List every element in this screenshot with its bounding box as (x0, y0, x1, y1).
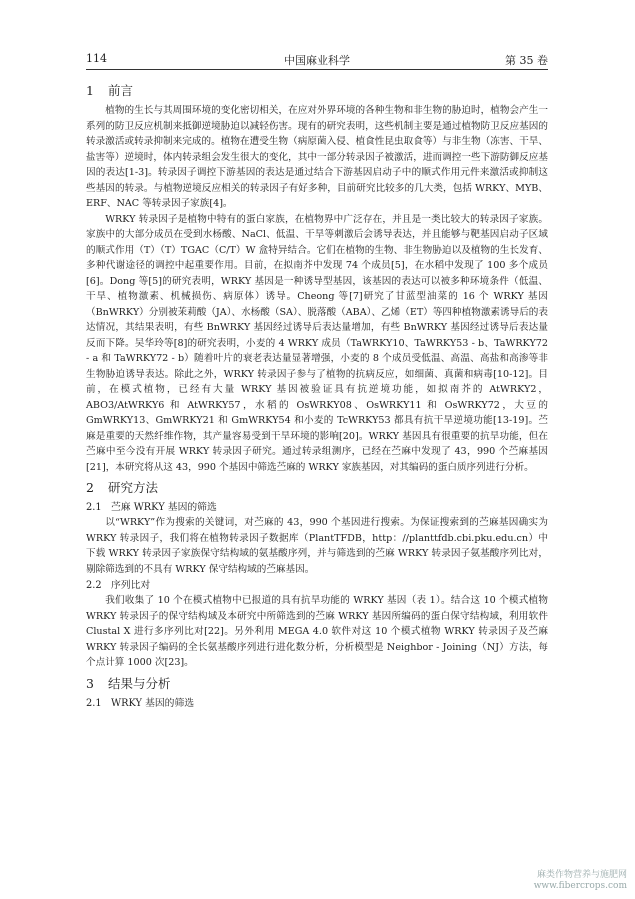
subsection-number: 2.1 (86, 502, 102, 513)
section-title: 结果与分析 (108, 675, 171, 691)
paragraph: 以“WRKY”作为搜索的关键词，对苎麻的 43，990 个基因进行搜索。为保证搜索到的苎麻基因确实为 WRKY 转录因子，我们将在植物转录因子数据库（PlantTFDB，http：//planttfdb.cbi.pku.edu.cn）中下载 WRKY 转录因子家族保守结构域的氨基酸序列，并与筛选到的苎麻 WRKY 转录因子氨基酸序列比对，剔除筛选到的不具有 WRKY 保守结构域的苎麻基因。 (86, 517, 548, 575)
paragraph: WRKY 转录因子是植物中特有的蛋白家族，在植物界中广泛存在，并且是一类比较大的转录因子家族。家族中的大部分成员在受到水杨酸、NaCl、低温、干旱等刺激后会诱导表达，并且能够与靶基因启动子区域的顺式作用（T）（T）TGAC（C/T）W 盒特异结合。它们在植物的生物、非生物胁迫以及植物的生长发育、多种代谢途径的调控中起重要作用。目前，在拟南芥中发现 74 个成员[5]，在水稻中发现了 100 多个成员[6]。Dong 等[5]的研究表明，WRKY 基因是一种诱导型基因，该基因的表达可以被多种环境条件（低温、干旱、植物激素、机械损伤、病原体）诱导。Cheong 等[7]研究了甘蓝型油菜的 16 个 WRKY 基因（BnWRKY）分别被茉莉酸（JA）、水杨酸（SA）、脱落酸（ABA）、乙烯（ET）等四种植物激素诱导后的表达情况，其结果表明，有些 BnWRKY 基因经过诱导后表达量增加，有些 BnWRKY 基因经过诱导后表达量反而下降。吴华玲等[8]的研究表明，小麦的 4 WRKY 成员（TaWRKY10、TaWRKY53 - b、TaWRKY72 - a 和 TaWRKY72 - b）随着叶片的衰老表达量显著增强，小麦的 8 个成员受低温、高温、高盐和高渗等非生物胁迫诱导表达。除此之外，WRKY 转录因子参与了植物的抗病反应，如细菌、真菌和病毒[10-12]。目前，在模式植物，已经有大量 WRKY 基因被验证具有抗逆境功能，如拟南芥的 AtWRKY2，ABO3/AtWRKY6 和 AtWRKY57，水稻的 OsWRKY08、OsWRKY11 和 OsWRKY72，大豆的 GmWRKY13、GmWRKY21 和 GmWRKY54 和小麦的 TcWRKY53 都具有抗干旱逆境功能[13-19]。苎麻是重要的天然纤维作物，其产量容易受到干旱环境的影响[20]。WRKY 基因具有很重要的抗旱功能，但在苎麻中至今没有开展 WRKY 转录因子研究。通过转录组测序，已经在苎麻中发现了 43，990 个苎麻基因[21]，本研究将从这 43，990 个基因中筛选苎麻的 WRKY 家族基因，对其编码的蛋白质序列进行分析。 (86, 213, 548, 473)
subsection-number: 2.1 (86, 697, 102, 709)
page-number: 114 (86, 52, 107, 65)
subsection-title: WRKY 基因的筛选 (111, 697, 195, 709)
subsection-title: 序列比对 (111, 580, 151, 591)
section-heading-results (86, 675, 548, 693)
subsection-heading (86, 578, 548, 593)
subsection-title: 苎麻 WRKY 基因的筛选 (111, 502, 217, 513)
section-number: 1 (86, 83, 94, 98)
article-body (86, 82, 548, 711)
subsection-heading (86, 500, 548, 515)
section-title: 前言 (108, 83, 134, 98)
section-title: 研究方法 (108, 480, 159, 495)
header-rule (86, 69, 548, 70)
section-heading-methods (86, 479, 548, 497)
paragraph: 我们收集了 10 个在模式植物中已报道的具有抗旱功能的 WRKY 基因（表 1）。结合这 10 个模式植物 WRKY 转录因子的保守结构域及本研究中所筛选到的苎麻 WRKY 基因所编码的蛋白保守结构域，利用软件 Clustal X 进行多序列比对[22]。另外利用 MEGA 4.0 软件对这 10 个模式植物 WRKY 转录因子及苎麻 WRKY 转录因子编码的全长氨基酸序列进行进化数分析，分析模型是 Neighbor - Joining（NJ）方法，每个点计算 1000 次[23]。 (86, 595, 548, 668)
volume-label: 第 35 卷 (505, 54, 548, 67)
paragraph: 植物的生长与其周围环境的变化密切相关，在应对外界环境的各种生物和非生物的胁迫时，植物会产生一系列的防卫反应机制来抵御逆境胁迫以减轻伤害。现有的研究表明，这些机制主要是通过植物防卫反应基因的转录激活或转录抑制来完成的。植物在遭受生物（病原菌入侵、植食性昆虫取食等）与非生物（冻害、干旱、盐害等）逆境时，体内转录组会发生很大的变化，其中一部分转录因子被激活，进而调控一些下游防御反应基因的表达[1-3]。转录因子调控下游基因的表达是通过结合下游基因启动子中的顺式作用元件来激活或抑制这些基因的转录。与植物逆境反应相关的转录因子有好多种，目前研究比较多的几大类，包括 WRKY、MYB、ERF、NAC 等转录因子家族[4]。 (86, 105, 548, 209)
page-header (86, 52, 548, 66)
subsection-heading (86, 696, 548, 711)
section-heading-introduction (86, 82, 548, 100)
journal-title: 中国麻业科学 (284, 54, 350, 67)
watermark (534, 870, 627, 892)
section-number: 2 (86, 480, 94, 495)
watermark-url: www.fibercrops.com (533, 881, 627, 891)
watermark-name: 麻类作物营养与施肥网 (536, 870, 627, 880)
subsection-number: 2.2 (86, 580, 102, 591)
section-number: 3 (86, 675, 94, 691)
